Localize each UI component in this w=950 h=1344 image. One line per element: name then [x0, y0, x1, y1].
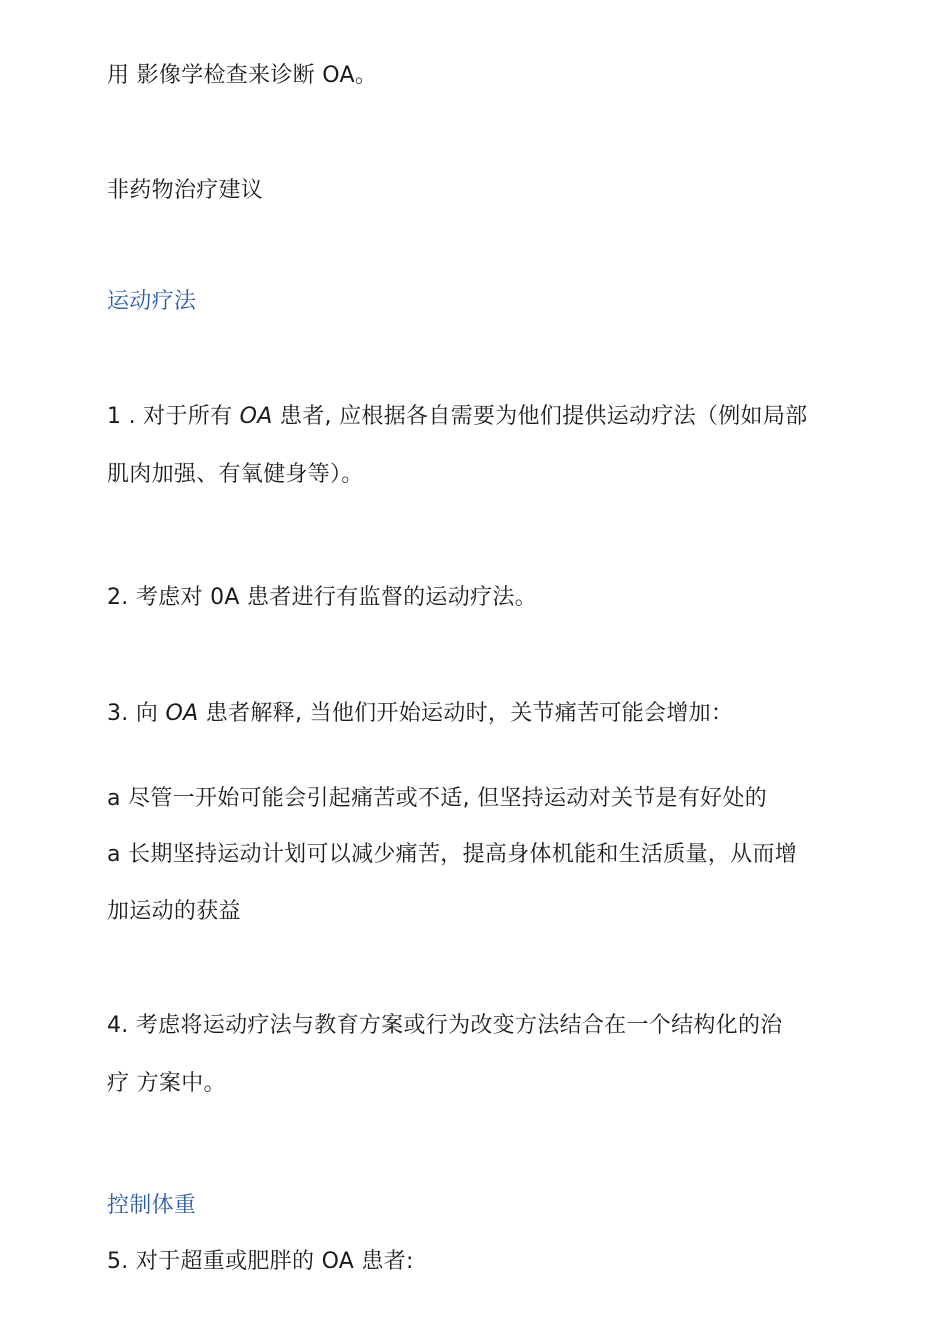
sub-item-a-1: a 尽管一开始可能会引起痛苦或不适, 但坚持运动对关节是有好处的 [107, 786, 768, 811]
section-title: 非药物治疗建议 [107, 178, 264, 203]
item-5: 5. 对于超重或肥胖的 OA 患者: [107, 1249, 414, 1274]
item-3-rest: 患者解释, 当他们开始运动时，关节痛苦可能会增加： [198, 701, 734, 726]
item-1-line-2: 肌肉加强、有氧健身等）。 [107, 462, 364, 487]
item-4-cont: 疗 方案中。 [107, 1071, 226, 1096]
item-2: 2. 考虑对 0A 患者进行有监督的运动疗法。 [107, 585, 537, 610]
item-1-rest: 患者, 应根据各自需要为他们提供运动疗法（例如局部 [272, 404, 808, 429]
item-3-prefix: 3. 向 [107, 701, 166, 726]
item-4: 4. 考虑将运动疗法与教育方案或行为改变方法结合在一个结构化的治 [107, 1013, 783, 1038]
weight-heading: 控制体重 [107, 1193, 197, 1218]
sub-item-a-2-cont: 加运动的获益 [107, 899, 241, 924]
exercise-heading: 运动疗法 [107, 289, 197, 314]
item-3 [107, 700, 733, 728]
sub-item-a-2: a 长期坚持运动计划可以减少痛苦，提高身体机能和生活质量，从而增 [107, 842, 798, 867]
intro-line: 用 影像学检查来诊断 OA。 [107, 63, 378, 88]
item-1-prefix: 1 . 对于所有 [107, 404, 240, 429]
item-1-line-1 [107, 403, 807, 431]
item-1-oa: OA [239, 404, 273, 429]
item-3-oa: OA [165, 701, 199, 726]
